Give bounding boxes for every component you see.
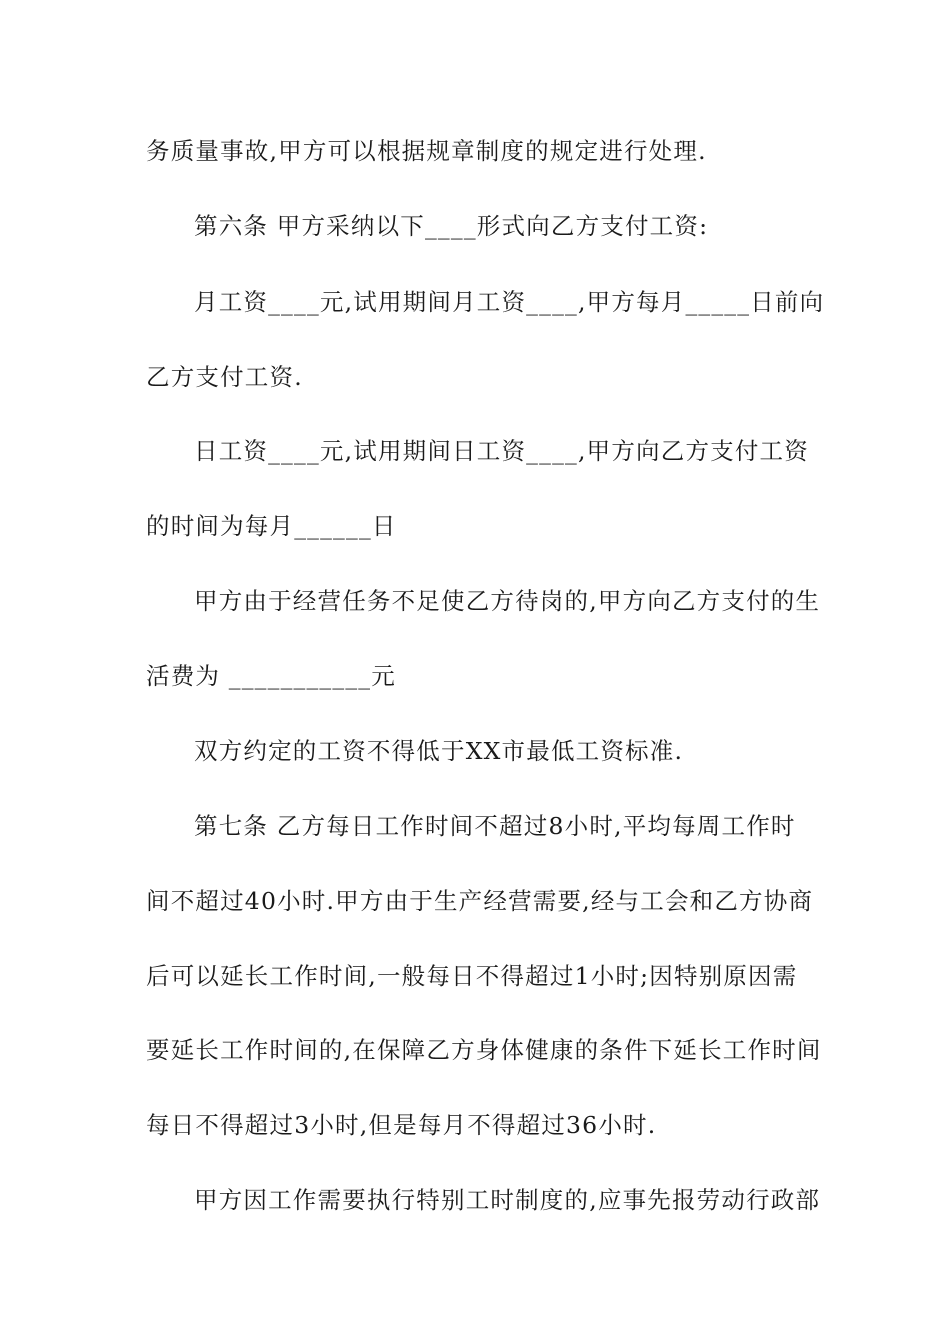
text-line-14: 每日不得超过3小时,但是每月不得超过36小时. [146, 1111, 657, 1139]
text-line-12: 后可以延长工作时间,一般每日不得超过1小时;因特别原因需 [146, 962, 798, 990]
text-line-7: 甲方由于经营任务不足使乙方待岗的,甲方向乙方支付的生 [194, 587, 821, 615]
text-line-1: 务质量事故,甲方可以根据规章制度的规定进行处理. [146, 137, 707, 165]
text-line-15: 甲方因工作需要执行特别工时制度的,应事先报劳动行政部 [194, 1186, 821, 1214]
text-line-6: 的时间为每月______日 [146, 512, 397, 540]
text-line-2: 第六条 甲方采纳以下____形式向乙方支付工资: [194, 212, 709, 240]
text-line-11: 间不超过40小时.甲方由于生产经营需要,经与工会和乙方协商 [146, 887, 814, 915]
text-line-3: 月工资____元,试用期间月工资____,甲方每月_____日前向 [194, 288, 825, 316]
text-line-13: 要延长工作时间的,在保障乙方身体健康的条件下延长工作时间 [146, 1036, 822, 1064]
text-line-9: 双方约定的工资不得低于XX市最低工资标准. [194, 737, 684, 765]
text-line-4: 乙方支付工资. [146, 363, 303, 391]
text-line-8: 活费为 ___________元 [146, 662, 396, 690]
text-line-5: 日工资____元,试用期间日工资____,甲方向乙方支付工资 [194, 437, 809, 465]
text-line-10: 第七条 乙方每日工作时间不超过8小时,平均每周工作时 [194, 812, 796, 840]
